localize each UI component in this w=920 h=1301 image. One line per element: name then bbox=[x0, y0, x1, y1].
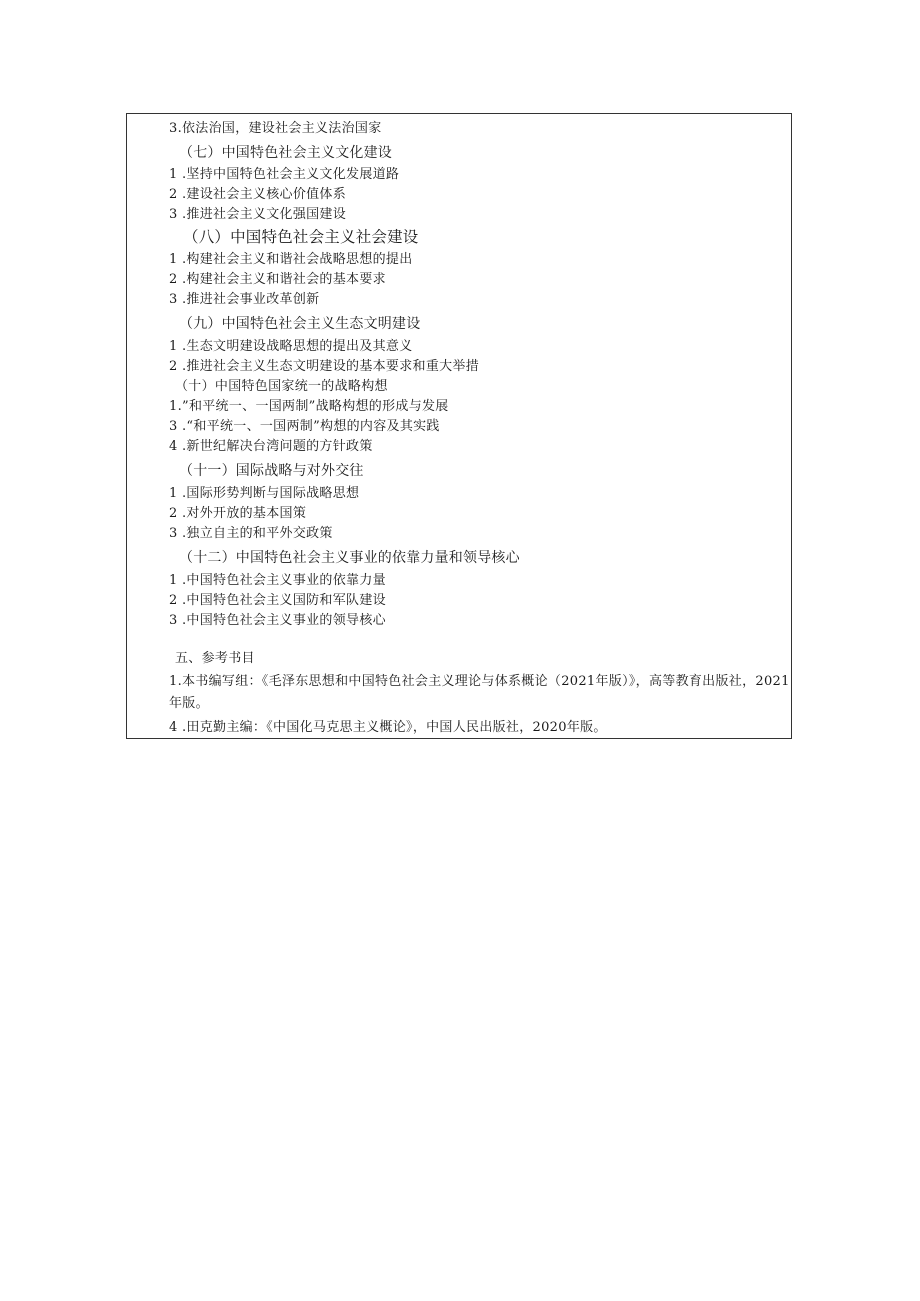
list-item: 3 .独立自主的和平外交政策 bbox=[169, 526, 333, 541]
list-item: 2 .建设社会主义核心价值体系 bbox=[169, 187, 347, 202]
section-references: 五、参考书目 bbox=[175, 651, 255, 666]
list-item: 2 .中国特色社会主义国防和军队建设 bbox=[169, 593, 386, 608]
list-item: 1.”和平统一、一国两制”战略构想的形成与发展 bbox=[169, 399, 449, 414]
list-item: 1 .坚持中国特色社会主义文化发展道路 bbox=[169, 167, 400, 182]
list-item: 2 .对外开放的基本国策 bbox=[169, 506, 307, 521]
list-item: 2 .推进社会主义生态文明建设的基本要求和重大举措 bbox=[169, 359, 480, 374]
list-item: 2 .构建社会主义和谐社会的基本要求 bbox=[169, 272, 386, 287]
heading-society: （八）中国特色社会主义社会建设 bbox=[183, 228, 419, 246]
list-item: 3 .“和平统一、一国两制”构想的内容及其实践 bbox=[169, 419, 440, 434]
item-rule-of-law: 3.依法治国，建设社会主义法治国家 bbox=[169, 121, 382, 136]
content-box bbox=[126, 113, 792, 739]
reference-item: 1.本书编写组：《毛泽东思想和中国特色社会主义理论与体系概论（2021年版）》，高等教育出版社，2021年版。 bbox=[169, 674, 790, 711]
list-item: 1 .国际形势判断与国际战略思想 bbox=[169, 486, 360, 501]
list-item: 1 .构建社会主义和谐社会战略思想的提出 bbox=[169, 252, 413, 267]
heading-unification: （十）中国特色国家统一的战略构想 bbox=[175, 379, 388, 394]
list-item: 3 .推进社会事业改革创新 bbox=[169, 292, 320, 307]
heading-culture: （七）中国特色社会主义文化建设 bbox=[179, 145, 392, 161]
heading-ecology: （九）中国特色社会主义生态文明建设 bbox=[179, 316, 421, 332]
heading-international: （十一）国际战略与对外交往 bbox=[179, 463, 364, 479]
list-item: 1 .中国特色社会主义事业的依靠力量 bbox=[169, 573, 386, 588]
heading-leadership: （十二）中国特色社会主义事业的依靠力量和领导核心 bbox=[179, 550, 520, 566]
list-item: 1 .生态文明建设战略思想的提出及其意义 bbox=[169, 339, 413, 354]
list-item: 3 .推进社会主义文化强国建设 bbox=[169, 207, 347, 222]
list-item: 3 .中国特色社会主义事业的领导核心 bbox=[169, 613, 386, 628]
list-item: 4 .新世纪解决台湾问题的方针政策 bbox=[169, 439, 373, 454]
reference-item: 4 .田克勤主编：《中国化马克思主义概论》，中国人民出版社，2020年版。 bbox=[169, 720, 607, 735]
